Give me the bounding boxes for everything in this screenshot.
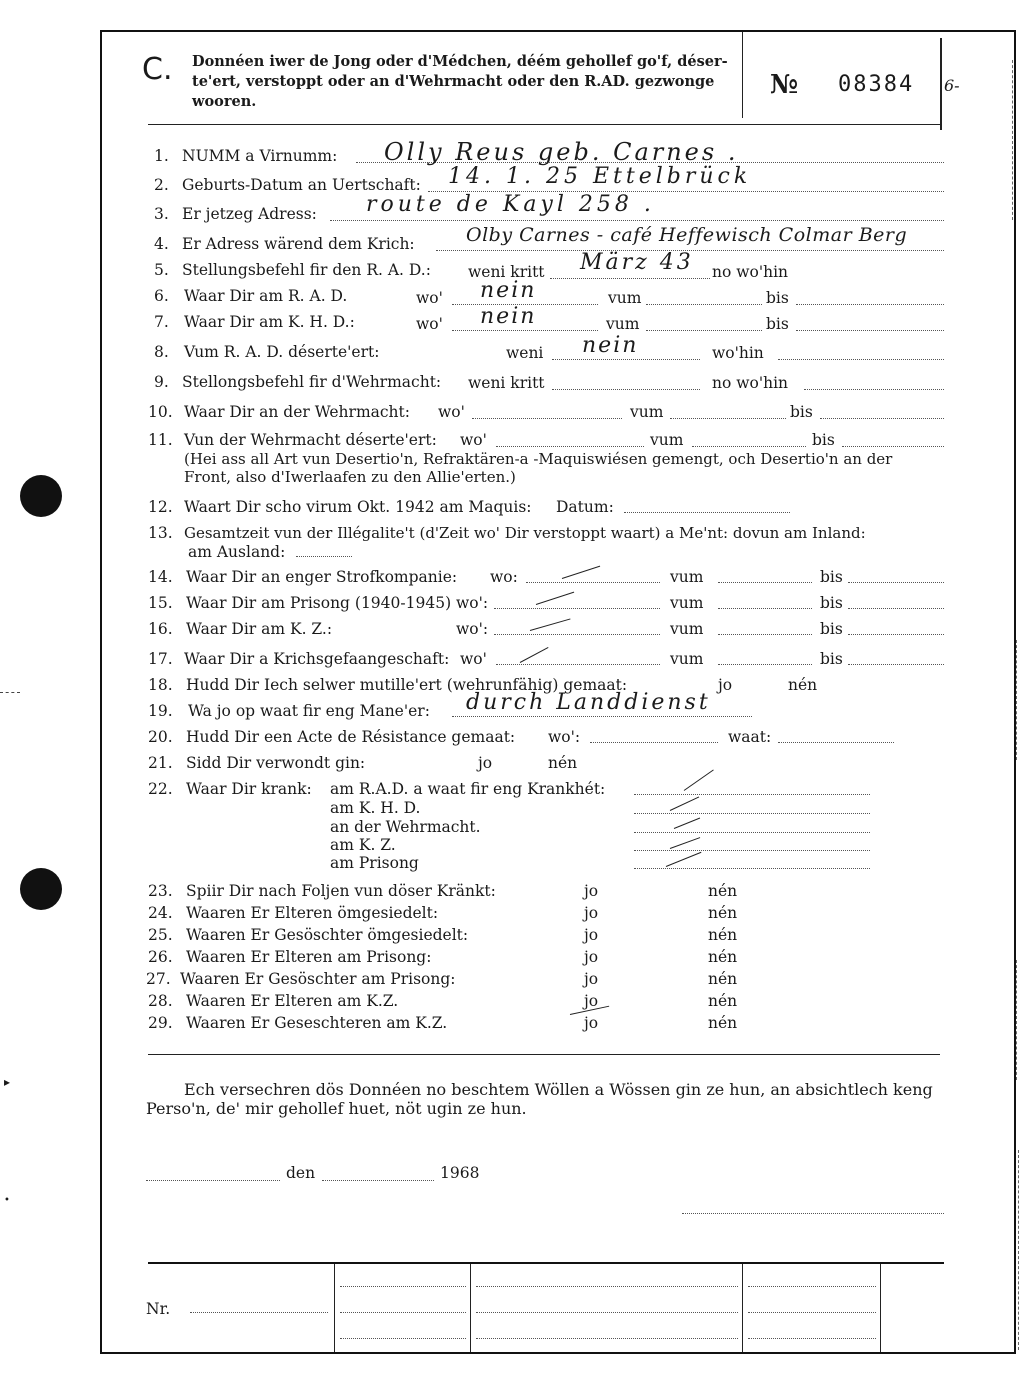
q22-sub4-field [634, 850, 870, 851]
q7-wo-label: wo' [416, 315, 443, 333]
q22-sub3: an der Wehrmacht. [330, 818, 481, 836]
q16-wo-field [494, 634, 660, 635]
footer-rule [148, 1262, 944, 1264]
q20-waat-field [778, 742, 894, 743]
q16-bis-label: bis [820, 620, 843, 638]
signature-year: 1968 [440, 1164, 480, 1182]
q26-number: 26. [148, 948, 173, 966]
q22-sub4: am K. Z. [330, 836, 396, 854]
q7-answer: nein [480, 304, 537, 329]
footer-cell-row2 [340, 1312, 466, 1313]
date-field [322, 1180, 434, 1181]
signature-field [682, 1213, 944, 1214]
q8-number: 8. [154, 343, 169, 361]
q9-wohin-field [804, 389, 944, 390]
q21-number: 21. [148, 754, 173, 772]
q23-nen: nén [708, 882, 738, 900]
q11-note-line2: Front, also d'Iwerlaafen zu den Allie'erten.) [184, 468, 516, 486]
q9-number: 9. [154, 373, 169, 391]
q18-number: 18. [148, 676, 173, 694]
footer-cell-row2c [748, 1312, 876, 1313]
punch-hole-bottom [20, 868, 62, 910]
footer-cell-row1b [476, 1286, 738, 1287]
q18-nen: nén [788, 676, 818, 694]
q11-wo-field [496, 446, 644, 447]
q14-vum-label: vum [670, 568, 704, 586]
q25-jo: jo [584, 926, 599, 944]
q22-sub1-field [634, 794, 870, 795]
q2-answer: 14. 1. 25 Ettelbrück [448, 164, 752, 189]
footer-cell-row2b [476, 1312, 738, 1313]
q10-bis-label: bis [790, 403, 813, 421]
q5-label: Stellungsbefehl fir den R. A. D.: [182, 261, 431, 279]
number-box-edge [940, 38, 942, 130]
q13-label-ausland: am Ausland: [188, 543, 286, 561]
footer-col-1 [334, 1264, 335, 1352]
edge-mark [1016, 960, 1017, 1080]
q11-label: Vun der Wehrmacht déserte'ert: [184, 431, 437, 449]
q29-number: 29. [148, 1014, 173, 1032]
q20-wo-field [590, 742, 718, 743]
q22-sub2-field [634, 813, 870, 814]
q16-wo-label: wo': [456, 620, 489, 638]
q23-number: 23. [148, 882, 173, 900]
q19-number: 19. [148, 702, 173, 720]
q26-jo: jo [584, 948, 599, 966]
q17-label: Waar Dir a Krichsgefaangeschaft: [184, 650, 450, 668]
q21-nen: nén [548, 754, 578, 772]
q15-wo-label: wo': [456, 594, 489, 612]
q7-label: Waar Dir am K. H. D.: [184, 313, 355, 331]
section-rule [148, 1054, 940, 1055]
q22-number: 22. [148, 780, 173, 798]
footer-nr-label: Nr. [146, 1300, 171, 1318]
q9-weni-label: weni kritt [468, 374, 545, 392]
margin-note: 6- [944, 76, 960, 95]
q22-sub2: am K. H. D. [330, 799, 421, 817]
q12-number: 12. [148, 498, 173, 516]
q12-datum-field [624, 512, 790, 513]
footer-col-3 [742, 1264, 743, 1352]
q11-bis-field [842, 446, 944, 447]
q22-label: Waar Dir krank: [186, 780, 312, 798]
form-title-line1: Donnéen iwer de Jong oder d'Médchen, déém gehollef go'f, déser- [192, 53, 728, 70]
q14-bis-field [848, 582, 944, 583]
q27-jo: jo [584, 970, 599, 988]
q3-field [330, 220, 944, 221]
q26-nen: nén [708, 948, 738, 966]
q25-label: Waaren Er Gesöschter ömgesiedelt: [186, 926, 469, 944]
q20-waat-label: waat: [728, 728, 772, 746]
q4-answer: Olby Carnes - café Heffewisch Colmar Berg [466, 224, 908, 246]
q6-number: 6. [154, 287, 169, 305]
q5-answer: März 43 [580, 250, 694, 275]
edge-mark [1016, 640, 1017, 760]
margin-dash [0, 692, 20, 693]
q8-field [552, 359, 700, 360]
q10-number: 10. [148, 403, 173, 421]
q17-bis-label: bis [820, 650, 843, 668]
q17-bis-field [848, 664, 944, 665]
q21-label: Sidd Dir verwondt gin: [186, 754, 366, 772]
q8-weni-label: weni [506, 344, 544, 362]
q11-vum-label: vum [650, 431, 684, 449]
q14-bis-label: bis [820, 568, 843, 586]
q19-label: Wa jo op waat fir eng Mane'er: [188, 702, 430, 720]
q26-label: Waaren Er Elteren am Prisong: [186, 948, 432, 966]
q18-jo: jo [718, 676, 733, 694]
q7-vum-label: vum [606, 315, 640, 333]
q14-label: Waar Dir an enger Strofkompanie: [186, 568, 458, 586]
q10-label: Waar Dir an der Wehrmacht: [184, 403, 410, 421]
edge-mark [1018, 1150, 1019, 1350]
footer-col-4 [880, 1264, 881, 1352]
q16-label: Waar Dir am K. Z.: [186, 620, 333, 638]
footer-col-2 [470, 1264, 471, 1352]
q6-vum-label: vum [608, 289, 642, 307]
declaration-line2: Perso'n, de' mir gehollef huet, nöt ugin ze hun. [146, 1099, 527, 1118]
q28-number: 28. [148, 992, 173, 1010]
footer-cell-row1c [748, 1286, 876, 1287]
q5-weni-label: weni kritt [468, 263, 545, 281]
q12-label: Waart Dir scho virum Okt. 1942 am Maquis: [184, 498, 532, 516]
q19-answer: durch Landdienst [466, 690, 711, 715]
q27-label: Waaren Er Gesöschter am Prisong: [180, 970, 456, 988]
q3-number: 3. [154, 205, 169, 223]
margin-mark: • [4, 1195, 10, 1206]
q20-wo-label: wo': [548, 728, 581, 746]
q5-nowohin-label: no wo'hin [712, 263, 789, 281]
footer-cell-row3b [476, 1338, 738, 1339]
q15-label: Waar Dir am Prisong (1940-1945) [186, 594, 452, 612]
footer-nr-field [190, 1312, 328, 1313]
q29-jo: jo [584, 1014, 599, 1032]
punch-hole-top [20, 475, 62, 517]
q28-label: Waaren Er Elteren am K.Z. [186, 992, 399, 1010]
q23-label: Spiir Dir nach Foljen vun döser Kränkt: [186, 882, 496, 900]
q16-vum-label: vum [670, 620, 704, 638]
q22-sub1: am R.A.D. a waat fir eng Krankhét: [330, 780, 606, 798]
q24-jo: jo [584, 904, 599, 922]
q24-label: Waaren Er Elteren ömgesiedelt: [186, 904, 439, 922]
q22-sub5-field [634, 868, 870, 869]
q11-number: 11. [148, 431, 173, 449]
margin-mark: ▸ [4, 1075, 11, 1089]
q1-answer: Olly Reus geb. Carnes . [384, 138, 739, 166]
q7-bis-field [796, 330, 944, 331]
q6-answer: nein [480, 278, 537, 303]
q13-ausland-field [296, 556, 352, 557]
signature-den: den [286, 1164, 316, 1182]
q17-vum-field [718, 664, 812, 665]
q9-nowohin-label: no wo'hin [712, 374, 789, 392]
q23-jo: jo [584, 882, 599, 900]
q21-jo: jo [478, 754, 493, 772]
q7-bis-label: bis [766, 315, 789, 333]
form-number: 08384 [838, 72, 915, 97]
q14-number: 14. [148, 568, 173, 586]
header-rule [148, 124, 940, 125]
q18-label: Hudd Dir Iech selwer mutille'ert (wehrunfähig) gemaat: [186, 676, 628, 694]
footer-cell-row3c [748, 1338, 876, 1339]
q19-field [452, 716, 752, 717]
edge-mark [1012, 60, 1013, 220]
q20-label: Hudd Dir een Acte de Résistance gemaat: [186, 728, 516, 746]
footer-cell-row3 [340, 1338, 466, 1339]
q10-vum-label: vum [630, 403, 664, 421]
q16-vum-field [718, 634, 812, 635]
q13-number: 13. [148, 524, 173, 542]
header-divider [742, 32, 743, 118]
q11-vum-field [692, 446, 806, 447]
q8-wohin-field [778, 359, 944, 360]
q10-vum-field [670, 418, 786, 419]
q20-number: 20. [148, 728, 173, 746]
q6-wo-label: wo' [416, 289, 443, 307]
q14-wo-field [526, 582, 660, 583]
q25-number: 25. [148, 926, 173, 944]
q1-number: 1. [154, 147, 169, 165]
q27-nen: nén [708, 970, 738, 988]
q24-number: 24. [148, 904, 173, 922]
q15-vum-field [718, 608, 812, 609]
q27-number: 27. [146, 970, 171, 988]
q6-bis-field [796, 304, 944, 305]
q7-wo-field [452, 330, 598, 331]
number-sign: № [770, 70, 799, 100]
q5-field [550, 278, 710, 279]
q2-label: Geburts-Datum an Uertschaft: [182, 176, 421, 194]
q17-wo-label: wo' [460, 650, 487, 668]
q29-label: Waaren Er Geseschteren am K.Z. [186, 1014, 448, 1032]
q11-bis-label: bis [812, 431, 835, 449]
q15-vum-label: vum [670, 594, 704, 612]
q10-bis-field [820, 418, 944, 419]
q7-number: 7. [154, 313, 169, 331]
q28-nen: nén [708, 992, 738, 1010]
q4-label: Er Adress wärend dem Krich: [182, 235, 415, 253]
q12-datum-label: Datum: [556, 498, 614, 516]
footer-cell-row1 [340, 1286, 466, 1287]
q6-vum-field [646, 304, 762, 305]
q15-number: 15. [148, 594, 173, 612]
place-field [146, 1180, 280, 1181]
q17-vum-label: vum [670, 650, 704, 668]
declaration-line1: Ech versechren dös Donnéen no beschtem Wöllen a Wössen gin ze hun, an absichtlech keng [184, 1080, 933, 1099]
q22-sub3-field [634, 832, 870, 833]
q6-bis-label: bis [766, 289, 789, 307]
q13-label: Gesamtzeit vun der Illégalite't (d'Zeit wo' Dir verstoppt waart) a Me'nt: dovun am Inland: [184, 524, 866, 542]
q25-nen: nén [708, 926, 738, 944]
q28-jo: jo [584, 992, 599, 1010]
form-title-line3: wooren. [192, 93, 257, 110]
q8-answer: nein [582, 333, 639, 358]
q16-bis-field [848, 634, 944, 635]
q9-field [552, 389, 700, 390]
q3-label: Er jetzeg Adress: [182, 205, 317, 223]
q1-label: NUMM a Virnumm: [182, 147, 338, 165]
q8-wohin-label: wo'hin [712, 344, 764, 362]
q10-wo-field [472, 418, 622, 419]
q15-bis-field [848, 608, 944, 609]
q14-wo-label: wo: [490, 568, 518, 586]
form-letter: C. [142, 52, 173, 87]
q29-nen: nén [708, 1014, 738, 1032]
q3-answer: route de Kayl 258 . [366, 192, 655, 217]
q11-wo-label: wo' [460, 431, 487, 449]
q9-label: Stellongsbefehl fir d'Wehrmacht: [182, 373, 442, 391]
q7-vum-field [646, 330, 762, 331]
q15-wo-field [494, 608, 660, 609]
q15-bis-label: bis [820, 594, 843, 612]
q10-wo-label: wo' [438, 403, 465, 421]
q14-vum-field [718, 582, 812, 583]
q2-number: 2. [154, 176, 169, 194]
q22-sub5: am Prisong [330, 854, 419, 872]
q17-wo-field [496, 664, 660, 665]
q17-number: 17. [148, 650, 173, 668]
q8-label: Vum R. A. D. déserte'ert: [184, 343, 380, 361]
q24-nen: nén [708, 904, 738, 922]
q5-number: 5. [154, 261, 169, 279]
q6-label: Waar Dir am R. A. D. [184, 287, 348, 305]
q4-number: 4. [154, 235, 169, 253]
form-title-line2: te'ert, verstoppt oder an d'Wehrmacht oder den R.AD. gezwonge [192, 73, 715, 90]
q16-number: 16. [148, 620, 173, 638]
q11-note-line1: (Hei ass all Art vun Desertio'n, Refraktären-a -Maquiswiésen gemengt, och Desertio'n an der [184, 450, 893, 468]
